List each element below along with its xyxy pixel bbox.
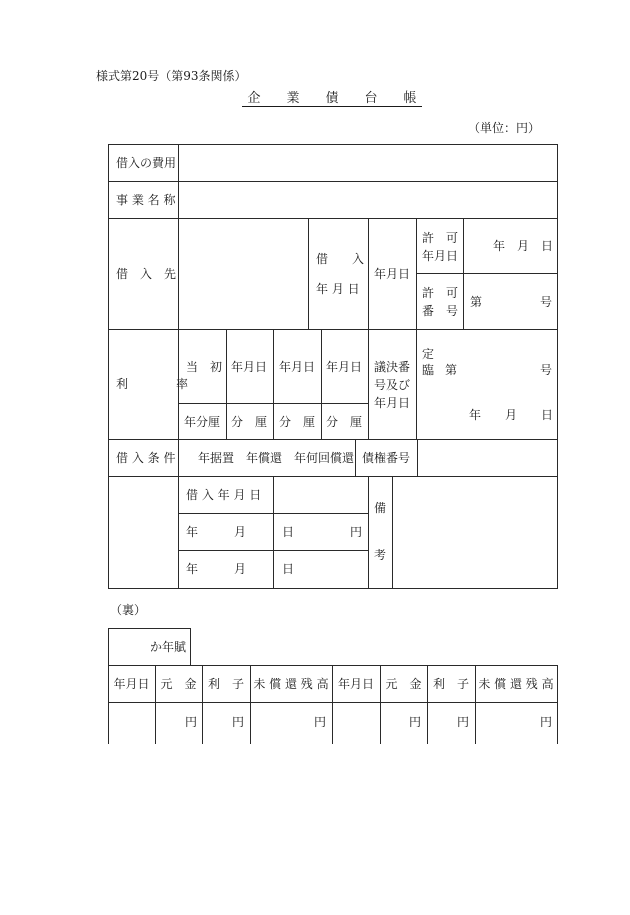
interest-label: 利 率: [116, 377, 189, 391]
bond-number-label: 債権番号: [362, 451, 411, 465]
resolution-no-prefix: 第: [445, 363, 458, 377]
column-header: 利 子: [432, 677, 469, 691]
resolution-label: 年月日: [374, 396, 411, 410]
yen-unit: 円: [314, 715, 327, 729]
unit-label: （単位：円）: [467, 121, 540, 135]
lender-label: 借 入 先: [116, 267, 177, 281]
permit-no-label-2: 番 号: [422, 304, 459, 318]
date-row: 年 月 日: [186, 525, 295, 539]
title-underline: [242, 106, 422, 107]
annuity-label: か年賦: [150, 640, 187, 654]
permit-no-suffix: 号: [540, 295, 553, 309]
permit-date-label-1: 許 可: [422, 231, 459, 245]
borrow-date-label-2: 年 月 日: [316, 282, 360, 296]
ymd-cell: 年月日: [326, 360, 363, 374]
yen-unit: 円: [540, 715, 553, 729]
column-header: 元 金: [160, 677, 197, 691]
yen-unit: 円: [409, 715, 422, 729]
permit-date-label-2: 年月日: [422, 249, 459, 263]
expense-label: 借入の費用: [116, 156, 177, 170]
column-header: 未 償 還 残 高: [253, 677, 329, 691]
permit-no-label-1: 許 可: [422, 286, 459, 300]
permit-no-prefix: 第: [470, 295, 483, 309]
ymd-cell: 年月日: [279, 360, 316, 374]
bu-rin-cell: 分 厘: [326, 415, 363, 429]
form-number: 様式第20号（第93条関係）: [96, 69, 247, 83]
conditions-text: 年据置 年償還 年何回償還: [198, 451, 355, 465]
resolution-no-suffix: 号: [540, 363, 553, 377]
project-name-label: 事 業 名 称: [116, 193, 176, 207]
borrow-ymd-label: 借 入 年 月 日: [186, 488, 262, 502]
yen-unit: 円: [185, 715, 198, 729]
conditions-label: 借 入 条 件: [116, 451, 176, 465]
column-header: 未 償 還 残 高: [478, 677, 554, 691]
column-header: 年月日: [113, 677, 150, 691]
regular-label: 定: [422, 347, 435, 361]
resolution-label: 議決番: [374, 360, 411, 374]
annual-label: 年分厘: [184, 415, 221, 429]
ymd-cell: 年月日: [231, 360, 268, 374]
ymd-label: 年月日: [374, 267, 411, 281]
remarks-label-1: 備: [374, 501, 387, 515]
back-label: （裏）: [110, 603, 147, 617]
bu-rin-cell: 分 厘: [279, 415, 316, 429]
borrow-date-label-1: 借 入: [316, 252, 365, 266]
initial-label: 当 初: [186, 360, 223, 374]
column-header: 年月日: [337, 677, 374, 691]
yen-unit: 円: [232, 715, 245, 729]
yen-unit: 円: [457, 715, 470, 729]
column-header: 元 金: [385, 677, 422, 691]
document-title: 企 業 債 台 帳: [247, 91, 417, 106]
bu-rin-cell: 分 厘: [231, 415, 268, 429]
extra-label: 臨: [422, 363, 435, 377]
date-row: 年 月 日: [186, 562, 295, 576]
resolution-date: 年 月 日: [469, 408, 554, 422]
column-header: 利 子: [207, 677, 244, 691]
permit-date-value: 年 月 日: [493, 239, 554, 253]
yen-unit: 円: [350, 525, 363, 539]
remarks-label-2: 考: [374, 548, 387, 562]
resolution-label: 号及び: [374, 378, 411, 392]
